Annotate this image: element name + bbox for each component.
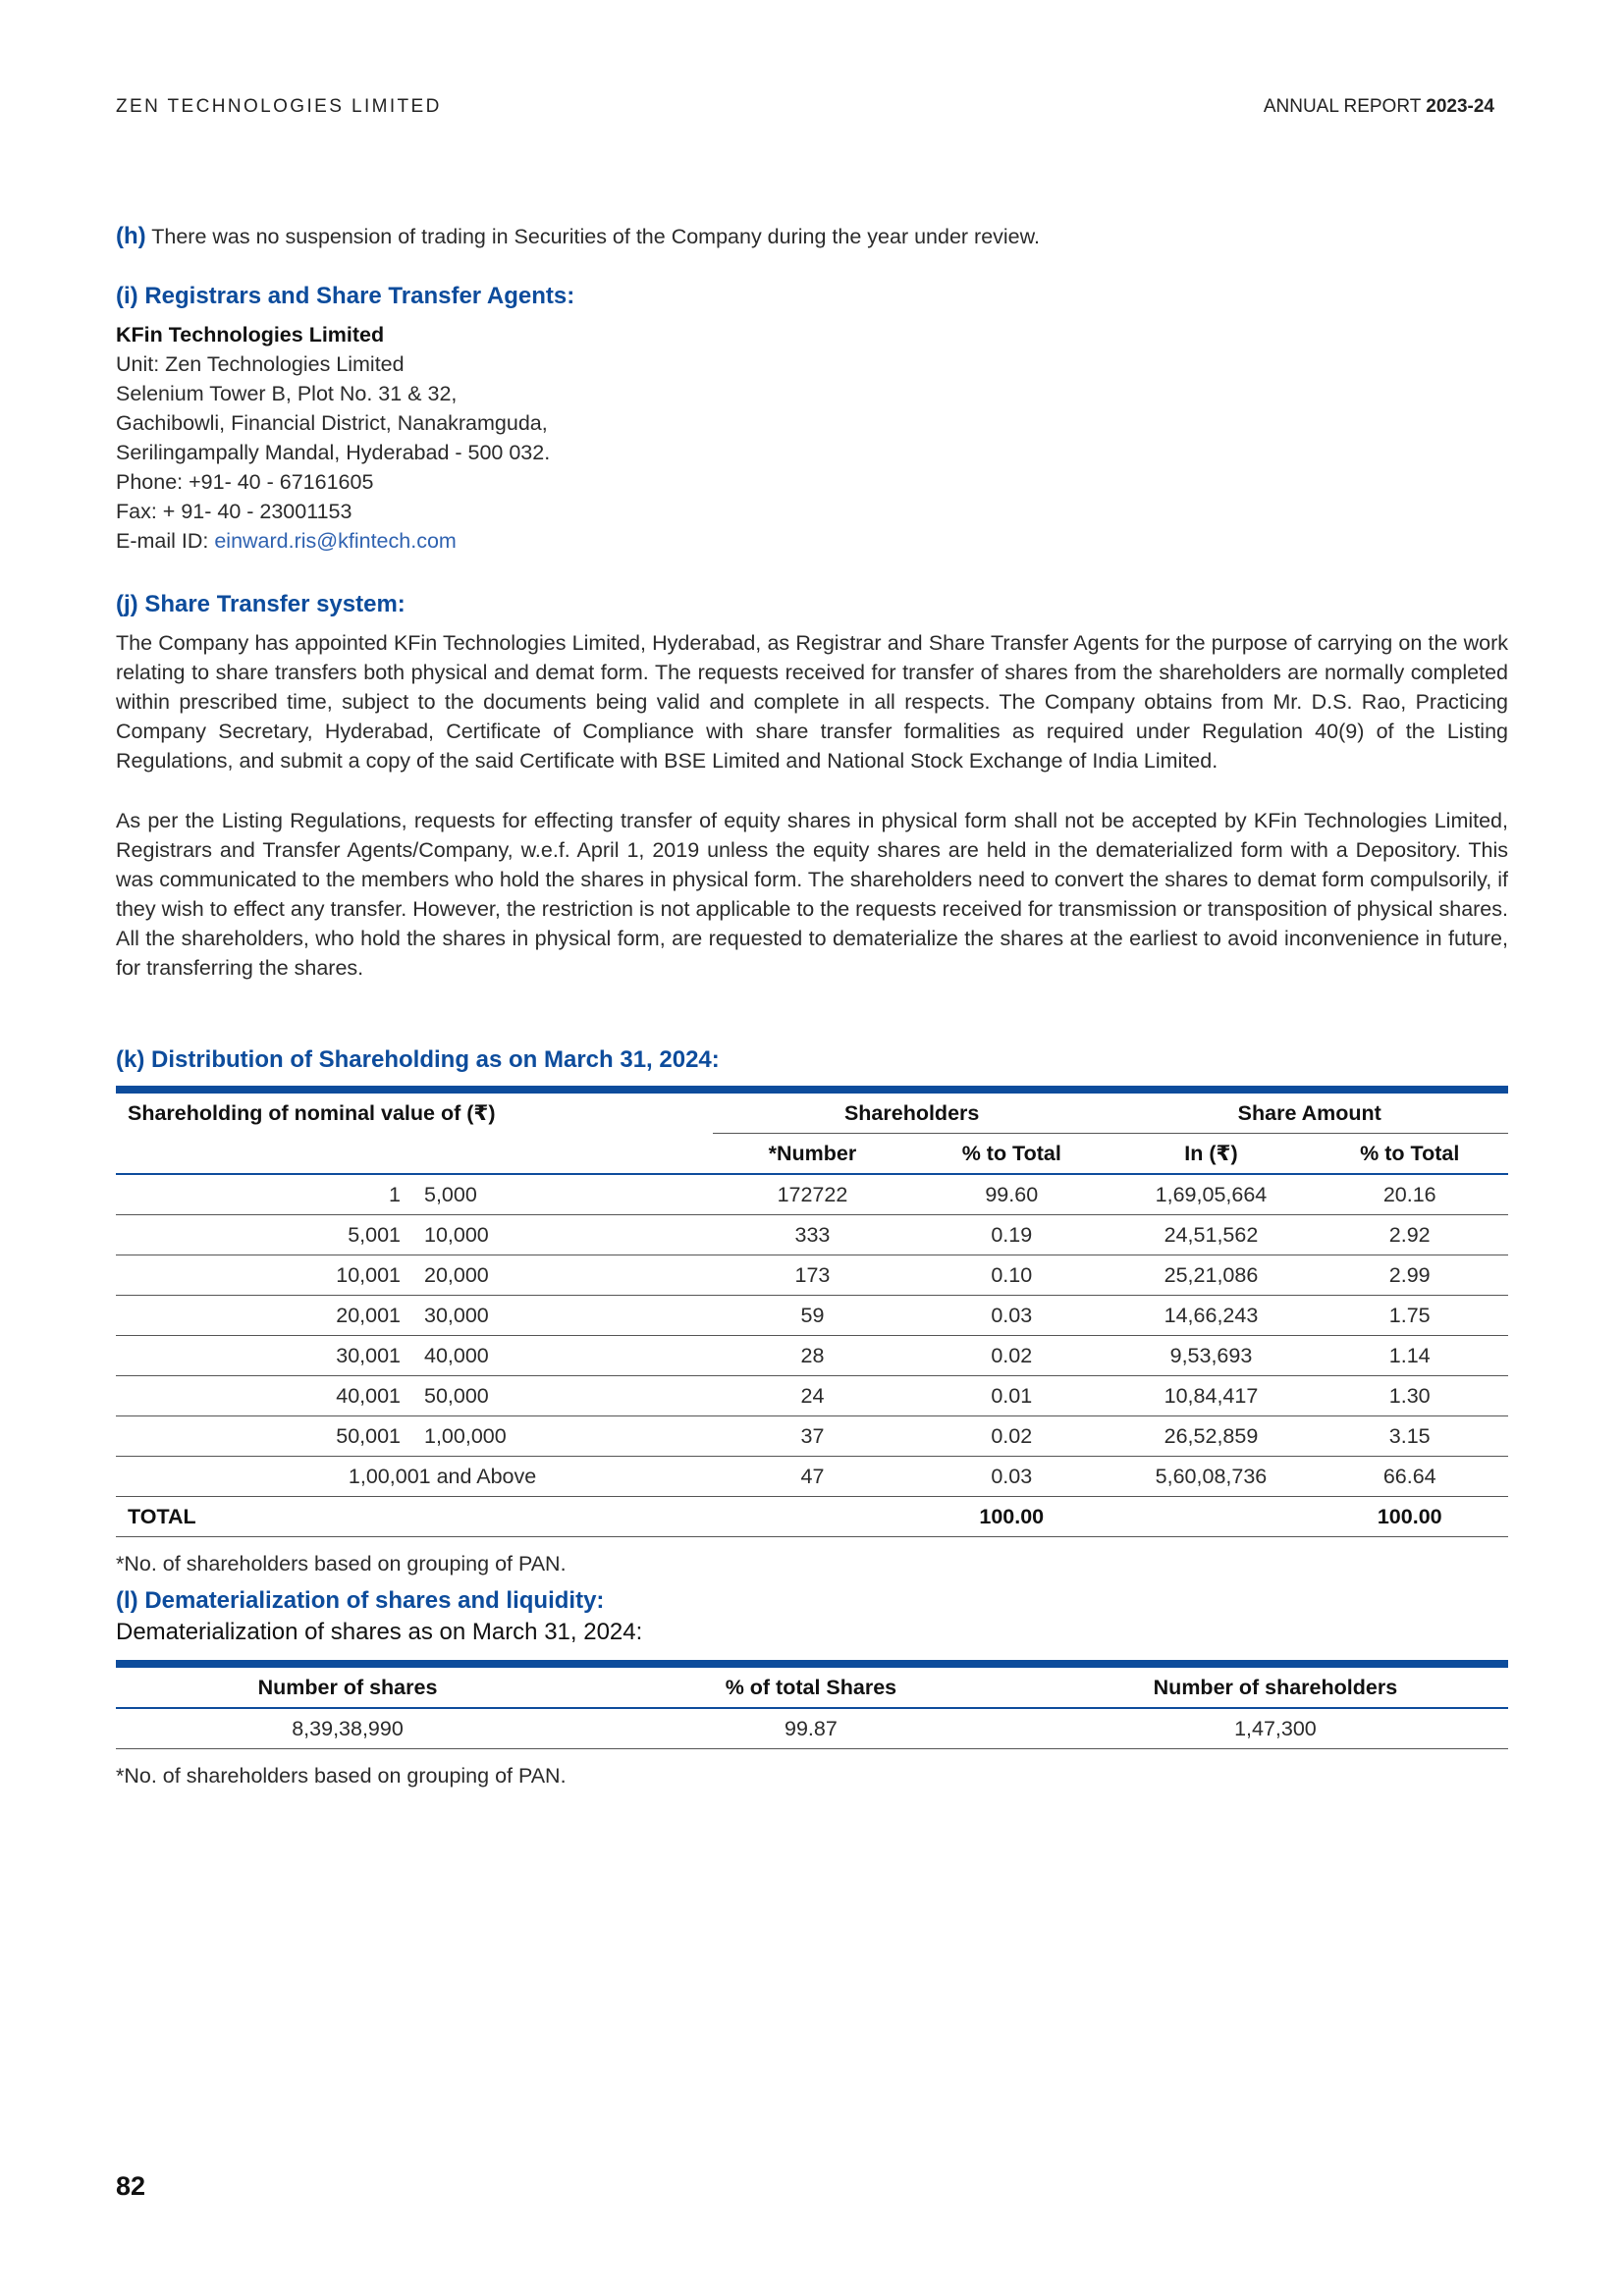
- range-cell: [116, 1416, 713, 1457]
- registrar-line: Gachibowli, Financial District, Nanakramguda,: [116, 411, 548, 435]
- range-cell: [116, 1296, 713, 1336]
- cell-amount: 9,53,693: [1110, 1336, 1311, 1376]
- section-j-heading: (j) Share Transfer system:: [116, 591, 406, 617]
- range-to: 10,000: [424, 1222, 489, 1247]
- cell-number: 333: [713, 1215, 912, 1255]
- section-h: [116, 222, 1508, 251]
- cell-pct2: 66.64: [1311, 1457, 1508, 1497]
- cell-number: 28: [713, 1336, 912, 1376]
- page-number: 82: [116, 2171, 146, 2201]
- cell-pct2: 2.99: [1311, 1255, 1508, 1296]
- cell-amount: 14,66,243: [1110, 1296, 1311, 1336]
- cell-number: 47: [713, 1457, 912, 1497]
- col-blank: [116, 1134, 713, 1175]
- total-blank: [713, 1497, 912, 1537]
- col-share-amount: Share Amount: [1110, 1090, 1508, 1134]
- section-h-label: (h): [116, 223, 146, 249]
- email-link[interactable]: einward.ris@kfintech.com: [214, 529, 457, 553]
- cell-pct2: 2.92: [1311, 1215, 1508, 1255]
- range-from: 30,001: [336, 1343, 401, 1367]
- section-j-para1: The Company has appointed KFin Technologies Limited, Hyderabad, as Registrar and Share Transfer Agents for the purpose of carrying on the work relating to share transfers both physical and demat form. The requests received for transfer of shares from the shareholders are normally completed within prescribed time, subject to the documents being valid and complete in all respects. The Company obtains from Mr. D.S. Rao, Practicing Company Secretary, Hyderabad, Certificate of Compliance with share transfer formalities as required under Regulation 40(9) of the Listing Regulations, and submit a copy of the said Certificate with BSE Limited and National Stock Exchange of India Limited.: [116, 631, 1508, 773]
- table-row: [116, 1255, 1508, 1296]
- cell-pct: 99.60: [912, 1174, 1110, 1215]
- cell-number: 172722: [713, 1174, 912, 1215]
- range-to: 30,000: [424, 1303, 489, 1327]
- range-from: 20,001: [336, 1303, 401, 1327]
- cell-amount: 10,84,417: [1110, 1376, 1311, 1416]
- range-to: 40,000: [424, 1343, 489, 1367]
- cell-amount: 1,69,05,664: [1110, 1174, 1311, 1215]
- cell-pct2: 1.30: [1311, 1376, 1508, 1416]
- section-h-text: There was no suspension of trading in Securities of the Company during the year under review.: [151, 225, 1040, 248]
- col-pct-total-shares: % of total Shares: [725, 1675, 897, 1699]
- cell-pct: 0.03: [912, 1296, 1110, 1336]
- section-j-para2: As per the Listing Regulations, requests for effecting transfer of equity shares in physical form shall not be accepted by KFin Technologies Limited, Registrars and Transfer Agents/Company, w.e.f. April 1, 2019 unless the equity shares are held in the dematerialized form with a Depository. This was communicated to the members who hold the shares in physical form. The shareholders need to convert the shares to demat form compulsorily, if they wish to effect any transfer. However, the restriction is not applicable to the requests received for transmission or transposition of physical shares. All the shareholders, who hold the shares in physical form, are requested to dematerialize the shares at the earliest to avoid inconvenience in future, for transferring the shares.: [116, 809, 1508, 980]
- range-from: 40,001: [336, 1383, 401, 1408]
- col-amount: In (₹): [1184, 1141, 1238, 1165]
- cell-pct: 0.19: [912, 1215, 1110, 1255]
- cell-pct2: 1.14: [1311, 1336, 1508, 1376]
- range-from: 5,001: [348, 1222, 401, 1247]
- cell-pct: 0.03: [912, 1457, 1110, 1497]
- range-label: 1,00,001 and Above: [116, 1457, 713, 1497]
- section-l-heading: (l) Dematerialization of shares and liquidity:: [116, 1587, 605, 1614]
- email-label: E-mail ID:: [116, 529, 215, 553]
- section-i: [116, 283, 1508, 556]
- header-year: 2023-24: [1426, 96, 1494, 117]
- distribution-table: [116, 1086, 1508, 1537]
- cell-amount: 26,52,859: [1110, 1416, 1311, 1457]
- cell-pct2: 3.15: [1311, 1416, 1508, 1457]
- range-cell: [116, 1336, 713, 1376]
- section-l: [116, 1587, 1508, 1790]
- range-cell: [116, 1215, 713, 1255]
- range-to: 50,000: [424, 1383, 489, 1408]
- section-l-note: *No. of shareholders based on grouping of PAN.: [116, 1764, 567, 1788]
- range-to: 5,000: [424, 1182, 477, 1206]
- registrar-phone: Phone: +91- 40 - 67161605: [116, 470, 374, 494]
- cell-pct: 99.87: [579, 1708, 1043, 1749]
- registrar-line: Unit: Zen Technologies Limited: [116, 352, 405, 376]
- registrar-email: [116, 526, 1508, 556]
- cell-shares: 8,39,38,990: [116, 1708, 579, 1749]
- total-pct2: 100.00: [1311, 1497, 1508, 1537]
- col-pct2: % to Total: [1360, 1141, 1460, 1165]
- cell-pct2: 20.16: [1311, 1174, 1508, 1215]
- table-row: [116, 1336, 1508, 1376]
- range-cell: [116, 1174, 713, 1215]
- cell-pct: 0.10: [912, 1255, 1110, 1296]
- table-row: [116, 1416, 1508, 1457]
- col-number-of-shares: Number of shares: [257, 1675, 438, 1699]
- cell-number: 37: [713, 1416, 912, 1457]
- col-pct: % to Total: [961, 1141, 1061, 1165]
- section-k: [116, 1046, 1508, 1578]
- table-row: [116, 1215, 1508, 1255]
- cell-number: 173: [713, 1255, 912, 1296]
- table-row-total: [116, 1497, 1508, 1537]
- total-pct: 100.00: [912, 1497, 1110, 1537]
- table-row-last: [116, 1457, 1508, 1497]
- range-to: 20,000: [424, 1262, 489, 1287]
- cell-amount: 25,21,086: [1110, 1255, 1311, 1296]
- cell-number: 59: [713, 1296, 912, 1336]
- section-k-heading: (k) Distribution of Shareholding as on March 31, 2024:: [116, 1046, 720, 1073]
- section-i-heading: (i) Registrars and Share Transfer Agents:: [116, 283, 575, 309]
- table-row: [116, 1708, 1508, 1749]
- header-company: ZEN TECHNOLOGIES LIMITED: [116, 96, 442, 117]
- col-number: *Number: [768, 1141, 857, 1165]
- table-row: [116, 1296, 1508, 1336]
- header-report: [1264, 96, 1494, 118]
- range-cell: [116, 1255, 713, 1296]
- registrar-name: KFin Technologies Limited: [116, 323, 385, 347]
- header-report-label: ANNUAL REPORT: [1263, 96, 1421, 117]
- registrar-fax: Fax: + 91- 40 - 23001153: [116, 500, 352, 523]
- cell-amount: 5,60,08,736: [1110, 1457, 1311, 1497]
- cell-amount: 24,51,562: [1110, 1215, 1311, 1255]
- cell-pct2: 1.75: [1311, 1296, 1508, 1336]
- table-row: [116, 1376, 1508, 1416]
- section-j: [116, 591, 1508, 983]
- range-from: 10,001: [336, 1262, 401, 1287]
- registrar-line: Serilingampally Mandal, Hyderabad - 500 032.: [116, 441, 551, 464]
- cell-number: 24: [713, 1376, 912, 1416]
- range-to: 1,00,000: [424, 1423, 507, 1448]
- cell-pct: 0.02: [912, 1336, 1110, 1376]
- registrar-line: Selenium Tower B, Plot No. 31 & 32,: [116, 382, 458, 405]
- range-from: 1: [389, 1182, 401, 1206]
- section-k-note: *No. of shareholders based on grouping of PAN.: [116, 1552, 567, 1575]
- demat-table: [116, 1660, 1508, 1749]
- total-label: TOTAL: [116, 1497, 713, 1537]
- cell-pct: 0.01: [912, 1376, 1110, 1416]
- col-number-of-shareholders: Number of shareholders: [1153, 1675, 1398, 1699]
- col-nominal: Shareholding of nominal value of (₹): [128, 1100, 496, 1125]
- cell-holders: 1,47,300: [1043, 1708, 1508, 1749]
- range-cell: [116, 1376, 713, 1416]
- table-row: [116, 1174, 1508, 1215]
- col-shareholders: Shareholders: [713, 1090, 1111, 1134]
- section-l-subheading: Dematerialization of shares as on March 31, 2024:: [116, 1619, 643, 1645]
- total-blank: [1110, 1497, 1311, 1537]
- cell-pct: 0.02: [912, 1416, 1110, 1457]
- range-from: 50,001: [336, 1423, 401, 1448]
